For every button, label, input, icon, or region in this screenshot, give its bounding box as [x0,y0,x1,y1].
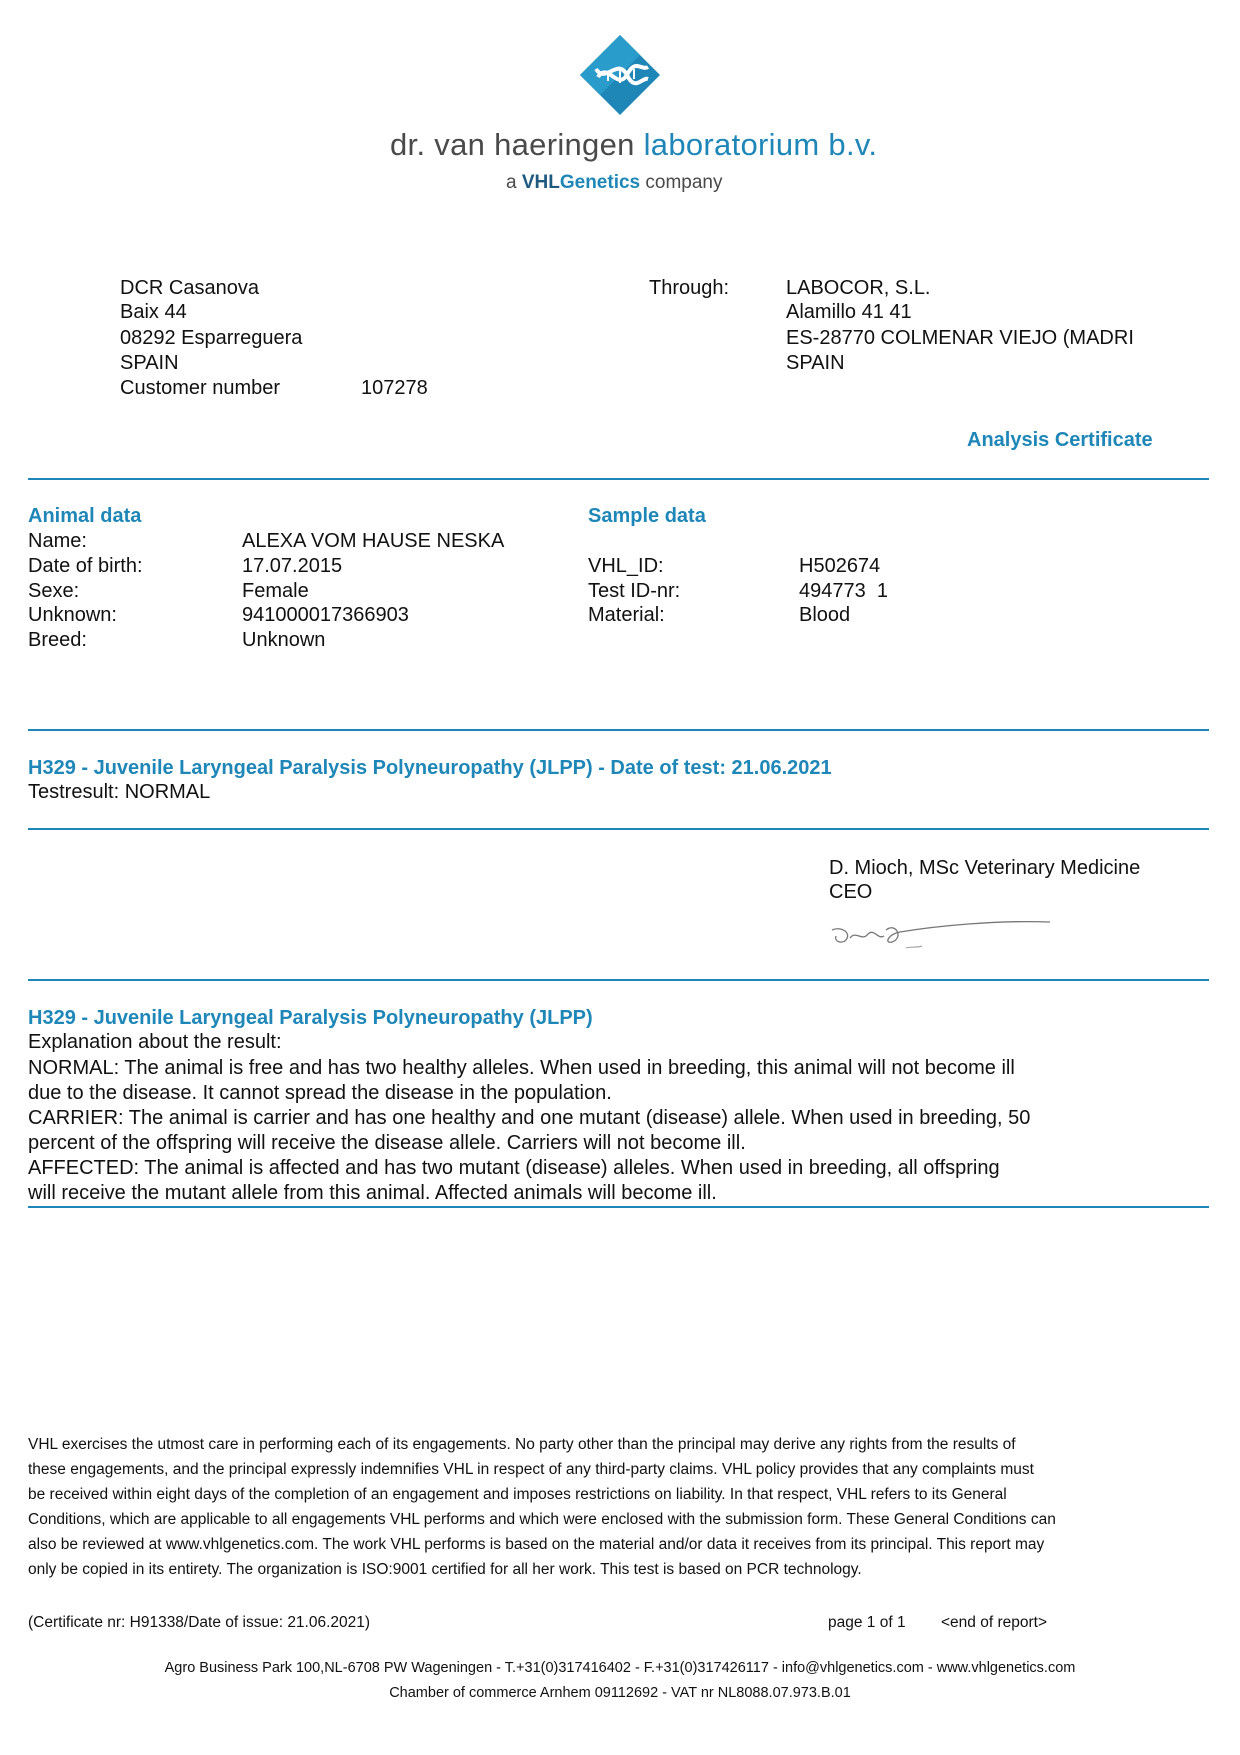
disclaimer-line: also be reviewed at www.vhlgenetics.com. The work VHL performs is based on the material and/or data it receives from its principal. This report may [28,1536,1045,1553]
divider [28,478,1209,480]
through-street: Alamillo 41 41 [786,301,912,323]
explanation-title: H329 - Juvenile Laryngeal Paralysis Polyneuropathy (JLPP) [28,1007,593,1029]
animal-value-breed: Unknown [242,629,326,651]
logo-tag-company: company [640,172,723,193]
customer-city: 08292 Esparreguera [120,327,303,349]
sample-value-test-id: 494773 1 [799,580,888,602]
test-result: Testresult: NORMAL [28,781,211,803]
sample-value-material: Blood [799,604,851,626]
divider [28,1206,1209,1208]
explanation-carrier-line-1: CARRIER: The animal is carrier and has one healthy and one mutant (disease) allele. When used in breeding, 50 [28,1107,1031,1129]
animal-label-breed: Breed: [28,629,87,651]
sample-label-test-id: Test ID-nr: [588,580,681,602]
divider [28,979,1209,981]
customer-number-value: 107278 [361,377,428,399]
disclaimer-line: Conditions, which are applicable to all engagements VHL performs and which were enclosed with the submission form. These General Conditions can [28,1511,1056,1528]
customer-street: Baix 44 [120,301,187,323]
disclaimer-line: only be copied in its entirety. The organization is ISO:9001 certified for all her work. This test is based on PCR technology. [28,1561,862,1578]
animal-value-name: ALEXA VOM HAUSE NESKA [242,530,505,552]
explanation-normal-line-2: due to the disease. It cannot spread the disease in the population. [28,1082,612,1104]
sample-label-vhl-id: VHL_ID: [588,555,664,577]
explanation-normal-line-1: NORMAL: The animal is free and has two healthy alleles. When used in breeding, this animal will not become ill [28,1057,1015,1079]
signer-name: D. Mioch, MSc Veterinary Medicine [829,857,1141,879]
divider [28,729,1209,731]
logo-tag-vhl: VHL [521,172,560,193]
explanation-intro: Explanation about the result: [28,1031,282,1053]
page-number: page 1 of 1 [828,1614,906,1631]
logo-tag-a: a [506,172,522,193]
animal-label-name: Name: [28,530,87,552]
footer-address: Agro Business Park 100,NL-6708 PW Wageningen - T.+31(0)317416402 - F.+31(0)317426117 - info@vhlgenetics.com - www.vhlgenetics.com [164,1660,1076,1676]
customer-name: DCR Casanova [120,277,259,299]
sample-value-vhl-id: H502674 [799,555,881,577]
signer-role: CEO [829,881,873,903]
signature-image [826,908,1056,963]
disclaimer-line: these engagements, and the principal expressly indemnifies VHL in respect of any third-party claims. VHL policy provides that any complaints must [28,1461,1034,1478]
divider [28,828,1209,830]
logo-tagline [506,172,723,194]
animal-data-heading: Animal data [28,505,142,527]
sample-label-material: Material: [588,604,665,626]
animal-value-dob: 17.07.2015 [242,555,343,577]
disclaimer-line: be received within eight days of the completion of an engagement and imposes restrictions on liability. In that respect, VHL refers to its General [28,1486,1007,1503]
dna-logo-icon [578,33,662,117]
disclaimer-line: VHL exercises the utmost care in performing each of its engagements. No party other than the principal may derive any rights from the results of [28,1436,1016,1453]
animal-label-unknown: Unknown: [28,604,117,626]
logo-tag-genetics: Genetics [559,172,641,193]
through-label: Through: [649,277,730,299]
certificate-title: Analysis Certificate [967,429,1153,451]
customer-number-label: Customer number [120,377,281,399]
explanation-affected-line-1: AFFECTED: The animal is affected and has two mutant (disease) alleles. When used in breeding, all offspring [28,1157,1000,1179]
logo-name-lab: laboratorium b.v. [643,127,878,162]
through-city: ES-28770 COLMENAR VIEJO (MADRI [786,327,1134,349]
certificate-number: (Certificate nr: H91338/Date of issue: 21.06.2021) [28,1614,371,1631]
animal-value-sex: Female [242,580,309,602]
sample-data-heading: Sample data [588,505,706,527]
through-country: SPAIN [786,352,845,374]
explanation-affected-line-2: will receive the mutant allele from this animal. Affected animals will become ill. [28,1182,717,1204]
test-title: H329 - Juvenile Laryngeal Paralysis Polyneuropathy (JLPP) - Date of test: 21.06.2021 [28,757,832,779]
animal-value-unknown: 941000017366903 [242,604,409,626]
through-name: LABOCOR, S.L. [786,277,931,299]
explanation-carrier-line-2: percent of the offspring will receive the disease allele. Carriers will not become ill. [28,1132,746,1154]
logo-company-name [390,127,877,163]
footer-chamber: Chamber of commerce Arnhem 09112692 - VAT nr NL8088.07.973.B.01 [389,1685,851,1701]
animal-label-dob: Date of birth: [28,555,143,577]
customer-country: SPAIN [120,352,179,374]
animal-label-sex: Sexe: [28,580,80,602]
end-of-report: <end of report> [941,1614,1047,1631]
logo-name-prefix: dr. van haeringen [390,127,644,162]
